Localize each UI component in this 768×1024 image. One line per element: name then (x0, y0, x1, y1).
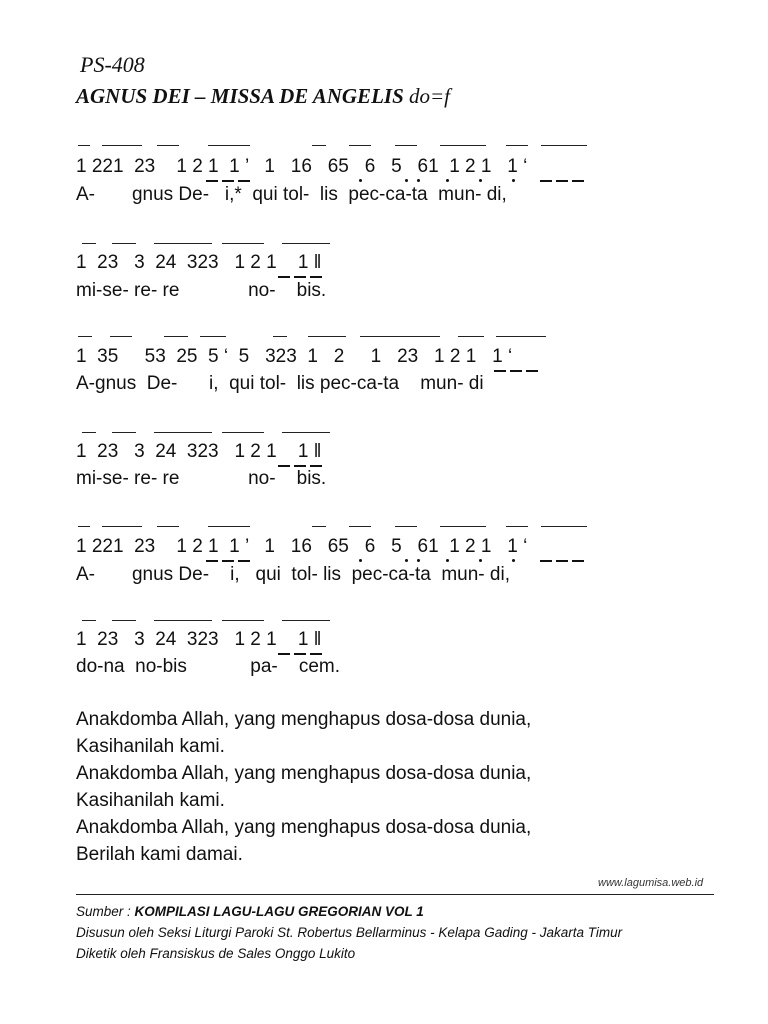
notes-line-1: 1 221 23 1 2 1 1 ’ 1 16 65 6 5 61 1 2 1 1 ‘ (76, 156, 528, 177)
lyrics-line-6: do-na no-bis pa- cem. (76, 656, 340, 677)
song-code: PS-408 (80, 52, 145, 77)
notes-line-5: 1 221 23 1 2 1 1 ’ 1 16 65 6 5 61 1 2 1 1 ‘ (76, 536, 528, 557)
song-title (76, 84, 450, 109)
footer-divider (76, 894, 714, 895)
compiled-by: Disusun oleh Seksi Liturgi Paroki St. Robertus Bellarminus - Kelapa Gading - Jakarta Timur (76, 925, 623, 940)
source-label: Sumber : (76, 904, 135, 919)
translation-line-1: Anakdomba Allah, yang menghapus dosa-dosa dunia, (76, 709, 532, 730)
source-title: KOMPILASI LAGU-LAGU GREGORIAN VOL 1 (134, 904, 424, 919)
title-text: AGNUS DEI – MISSA DE ANGELIS (76, 84, 404, 108)
website-link[interactable]: www.lagumisa.web.id (598, 877, 704, 889)
key-signature: do=f (409, 84, 451, 108)
typed-by: Diketik oleh Fransiskus de Sales Onggo Lukito (76, 946, 356, 961)
translation-line-4: Kasihanilah kami. (76, 790, 225, 811)
translation-line-3: Anakdomba Allah, yang menghapus dosa-dosa dunia, (76, 763, 532, 784)
lyrics-line-4: mi-se- re- re no- bis. (76, 468, 327, 489)
lyrics-line-1: A- gnus De- i,* qui tol- lis pec-ca-ta mun- di, (76, 184, 507, 205)
lyrics-line-3: A-gnus De- i, qui tol- lis pec-ca-ta mun- di (76, 373, 484, 394)
notes-line-2: 1 23 3 24 323 1 2 1 1 ‖ (76, 252, 322, 273)
lyrics-line-2: mi-se- re- re no- bis. (76, 280, 327, 301)
notes-line-3: 1 35 53 25 5 ‘ 5 323 1 2 1 23 1 2 1 1 ‘ (76, 346, 513, 367)
source-line (76, 904, 424, 919)
translation-line-2: Kasihanilah kami. (76, 736, 225, 757)
translation-line-5: Anakdomba Allah, yang menghapus dosa-dosa dunia, (76, 817, 532, 838)
notes-line-4: 1 23 3 24 323 1 2 1 1 ‖ (76, 441, 322, 462)
notes-line-6: 1 23 3 24 323 1 2 1 1 ‖ (76, 629, 322, 650)
translation-line-6: Berilah kami damai. (76, 844, 243, 865)
lyrics-line-5: A- gnus De- i, qui tol- lis pec-ca-ta mun- di, (76, 564, 510, 585)
